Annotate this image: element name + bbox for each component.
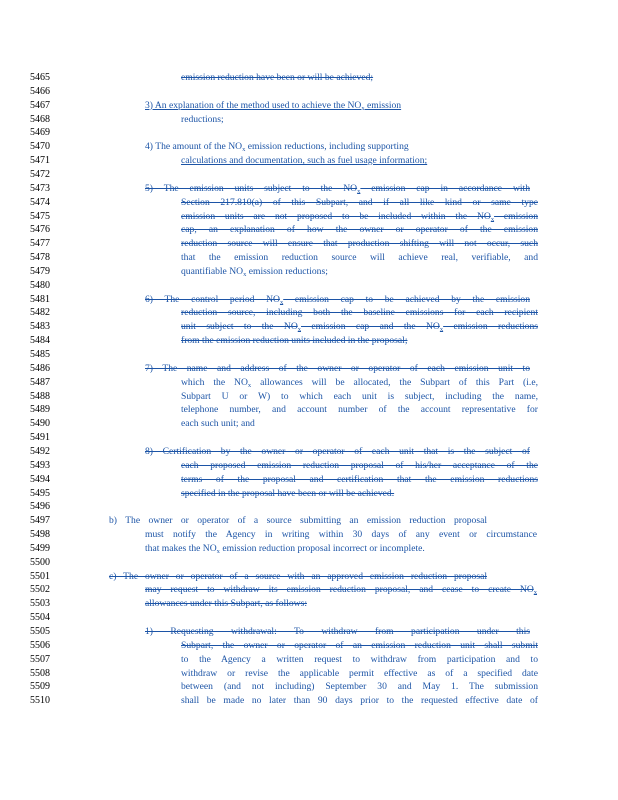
text-line	[145, 445, 530, 459]
subscript-x: x	[243, 270, 247, 278]
text-segment: cap, an explanation of how the owner or operator of the emission	[181, 224, 538, 236]
line-number: 5467	[30, 99, 50, 111]
text-segment: reduction source, including both the baseline emissions for each recipient	[181, 307, 538, 319]
text-segment: between (and not including) September 30 and May 1. The submission	[181, 681, 538, 693]
subscript-x: x	[533, 589, 537, 597]
text-line	[145, 293, 530, 307]
text-segment: emission units are not proposed to be included within the NO	[181, 210, 491, 222]
line-number: 5475	[30, 210, 50, 222]
text-line	[145, 99, 530, 113]
line-number: 5497	[30, 515, 50, 527]
line-number: 5481	[30, 293, 50, 305]
line-number: 5468	[30, 113, 50, 125]
text-segment: each such unit; and	[181, 418, 255, 430]
text-line	[181, 320, 538, 334]
text-segment: reduction source will ensure that production shifting will not occur, such	[181, 238, 538, 250]
line-number: 5479	[30, 265, 50, 277]
subscript-x: x	[361, 104, 365, 112]
line-number: 5471	[30, 155, 50, 167]
text-line	[181, 667, 538, 681]
text-line	[145, 362, 530, 376]
text-line	[181, 71, 538, 85]
text-segment: 8) Certification by the owner or operator of each unit that is the subject of	[145, 445, 530, 457]
text-line	[181, 487, 538, 501]
line-number: 5498	[30, 529, 50, 541]
text-segment: Subpart U or W) to which each unit is subject, including the name,	[181, 390, 538, 402]
text-line	[181, 694, 538, 708]
text-segment: must notify the Agency in writing within 30 days of any event or circumstance	[145, 529, 537, 541]
text-line	[181, 210, 538, 224]
text-line	[181, 154, 538, 168]
line-number: 5483	[30, 321, 50, 333]
text-segment: 4) The amount of the NO	[145, 141, 243, 153]
text-segment: may request to withdraw its emission reduction proposal, and cease to create NO	[145, 584, 534, 596]
line-number: 5473	[30, 182, 50, 194]
subscript-x: x	[490, 215, 495, 223]
text-line	[145, 140, 530, 154]
text-line	[181, 390, 538, 404]
text-segment: emission cap to be achieved by the emission	[283, 293, 530, 305]
line-number: 5474	[30, 196, 50, 208]
text-segment: terms of the proposal and certification that the emission reductions	[181, 473, 538, 485]
text-line	[145, 182, 530, 196]
text-line	[181, 334, 538, 348]
text-segment: telephone number, and account number of the account representative for	[181, 404, 538, 416]
text-line	[181, 403, 538, 417]
text-segment: allowances will be allocated, the Subpart of this Part (i.e,	[251, 376, 538, 388]
text-line	[145, 583, 537, 597]
text-segment: specified in the proposal have been or will be achieved.	[181, 487, 395, 499]
text-segment: which the NO	[181, 376, 248, 388]
text-segment: 3) An explanation of the method used to achieve the NO	[145, 99, 362, 111]
text-segment: emission reduction have been or will be achieved;	[181, 72, 374, 83]
text-line	[181, 459, 538, 473]
text-segment: emission reductions, including supporting	[245, 141, 409, 153]
line-number: 5509	[30, 681, 50, 693]
text-line	[145, 625, 530, 639]
text-segment: c) The owner or operator of a source with an approved emission reduction proposal	[109, 570, 487, 582]
text-segment: from the emission reduction units included in the proposal;	[181, 335, 408, 347]
line-number: 5490	[30, 418, 50, 430]
line-number: 5494	[30, 473, 50, 485]
text-segment: emission reduction proposal incorrect or incomplete.	[219, 542, 425, 554]
text-segment: emission cap and the NO	[301, 321, 440, 333]
text-line	[181, 653, 538, 667]
text-segment: emission reductions;	[246, 265, 328, 277]
text-segment: 5) The emission units subject to the NO	[145, 182, 358, 194]
line-number: 5499	[30, 542, 50, 554]
line-number: 5500	[30, 556, 50, 568]
line-number: 5485	[30, 349, 50, 360]
text-line	[109, 570, 487, 584]
text-segment: that makes the NO	[145, 542, 217, 554]
line-number: 5482	[30, 307, 50, 319]
line-number: 5489	[30, 404, 50, 416]
text-line	[181, 680, 538, 694]
text-line	[181, 196, 538, 210]
line-number: 5495	[30, 487, 50, 499]
line-number: 5501	[30, 570, 50, 582]
text-line	[181, 265, 538, 279]
text-segment: calculations and documentation, such as fuel usage information;	[181, 155, 428, 167]
text-segment: shall be made no later than 90 days prior to the requested effective date of	[181, 695, 538, 707]
text-segment: unit subject to the NO	[181, 321, 298, 333]
line-number: 5510	[30, 695, 50, 707]
line-number: 5466	[30, 85, 50, 97]
subscript-x: x	[439, 326, 444, 334]
text-line	[181, 376, 538, 390]
subscript-x: x	[357, 187, 361, 195]
text-segment: emission	[494, 210, 538, 222]
text-line	[181, 473, 538, 487]
line-number: 5491	[30, 432, 50, 444]
line-number: 5470	[30, 141, 50, 153]
text-line	[181, 251, 538, 265]
line-number: 5487	[30, 376, 50, 388]
subscript-x: x	[279, 298, 284, 306]
text-line	[181, 306, 538, 320]
line-number: 5493	[30, 459, 50, 471]
line-number: 5508	[30, 667, 50, 679]
line-number: 5488	[30, 390, 50, 402]
text-segment: 6) The control period NO	[145, 293, 280, 305]
line-number: 5507	[30, 653, 50, 665]
text-segment: allowances under this Subpart, as follows:	[145, 598, 307, 610]
text-segment: reductions;	[181, 113, 224, 125]
text-line	[145, 542, 537, 556]
line-number: 5484	[30, 335, 50, 347]
text-segment: 1) Requesting withdrawal: To withdraw from participation under this	[145, 626, 530, 637]
line-number: 5480	[30, 279, 50, 291]
line-number: 5502	[30, 584, 50, 596]
text-line	[181, 223, 538, 237]
text-line	[181, 639, 538, 653]
line-number: 5476	[30, 224, 50, 236]
text-line	[181, 113, 538, 127]
text-line	[145, 528, 537, 542]
text-segment: emission	[364, 99, 402, 111]
line-number: 5492	[30, 445, 50, 457]
text-segment: Subpart, the owner or operator of an emission reduction unit shall submit	[181, 639, 538, 651]
subscript-x: x	[297, 326, 301, 334]
text-segment: quantifiable NO	[181, 265, 244, 277]
line-number: 5496	[30, 501, 50, 513]
text-segment: to the Agency a written request to withdraw from participation and to	[181, 653, 538, 665]
text-segment: that the emission reduction source will achieve real, verifiable, and	[181, 252, 538, 264]
text-segment: withdraw or revise the applicable permit effective as of a specified date	[181, 667, 538, 679]
text-line	[181, 417, 538, 431]
line-number: 5503	[30, 598, 50, 610]
line-number: 5477	[30, 238, 50, 250]
subscript-x: x	[247, 381, 252, 389]
line-number: 5486	[30, 362, 50, 374]
line-number: 5465	[30, 72, 50, 83]
line-number: 5472	[30, 168, 50, 180]
text-line	[145, 597, 537, 611]
text-segment: emission reductions	[443, 321, 539, 333]
text-segment: Section 217.810(a) of this Subpart, and if all like kind or same type	[181, 196, 538, 208]
line-number: 5504	[30, 612, 50, 624]
text-line	[109, 514, 487, 528]
text-segment: emission cap in accordance with	[360, 182, 530, 194]
line-number: 5469	[30, 127, 50, 139]
subscript-x: x	[216, 547, 220, 555]
line-number: 5505	[30, 626, 50, 637]
text-line	[181, 237, 538, 251]
line-number: 5478	[30, 252, 50, 264]
text-segment: 7) The name and address of the owner or operator of each emission unit to	[145, 362, 530, 374]
text-segment: b) The owner or operator of a source submitting an emission reduction proposal	[109, 515, 487, 527]
line-number: 5506	[30, 639, 50, 651]
subscript-x: x	[242, 146, 246, 154]
text-segment: each proposed emission reduction proposal of his/her acceptance of the	[181, 459, 538, 471]
